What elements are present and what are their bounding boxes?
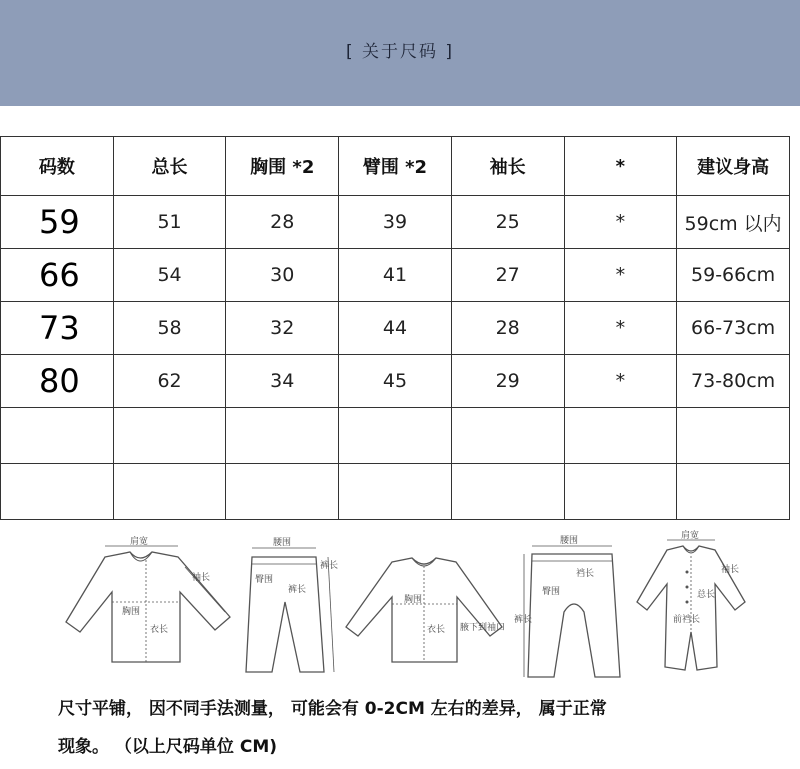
cell-star: * (564, 302, 677, 355)
romper-total-label: 总长 (697, 590, 716, 600)
empty-cell (1, 464, 114, 520)
size-note (58, 690, 758, 766)
shirt-diagram (60, 532, 240, 682)
cell-height: 66-73cm (677, 302, 790, 355)
cell-height: 59cm 以内 (677, 196, 790, 249)
empty-cell (339, 408, 452, 464)
raglan-diagram (342, 532, 507, 682)
empty-cell (677, 464, 790, 520)
bottom-waist-label: 腰围 (560, 536, 579, 546)
raglan-length-label: 衣长 (427, 625, 446, 635)
col-header-chest: 胸围 *2 (226, 137, 339, 196)
empty-cell (1, 408, 114, 464)
length-label: 衣长 (150, 625, 169, 635)
cell-chest: 34 (226, 355, 339, 408)
cell-size: 80 (1, 355, 114, 408)
empty-cell (677, 408, 790, 464)
empty-cell (564, 464, 677, 520)
cell-length: 51 (113, 196, 226, 249)
bottom-hip-label: 臀围 (542, 587, 561, 597)
empty-cell (339, 464, 452, 520)
hip-label: 臀围 (255, 575, 274, 585)
cell-size: 73 (1, 302, 114, 355)
pants-length-label: 裤长 (320, 561, 339, 571)
cell-arm: 41 (339, 249, 452, 302)
cell-arm: 44 (339, 302, 452, 355)
romper-diagram (635, 532, 750, 682)
cell-sleeve: 27 (451, 249, 564, 302)
table-row-empty (1, 408, 790, 464)
page-title: [ 关于尺码 ] (345, 41, 455, 62)
romper-sleeve-label: 袖长 (721, 565, 740, 575)
sleeve-label: 袖长 (192, 573, 211, 583)
cell-chest: 30 (226, 249, 339, 302)
chest-label: 胸围 (122, 607, 141, 617)
table-row (1, 196, 790, 249)
measurement-diagrams (60, 532, 750, 682)
empty-cell (226, 408, 339, 464)
cell-star: * (564, 249, 677, 302)
waist-label: 腰围 (273, 538, 292, 548)
raglan-chest-label: 胸围 (404, 595, 423, 605)
cell-chest: 32 (226, 302, 339, 355)
cell-length: 62 (113, 355, 226, 408)
bottom-inseam-label: 裆长 (576, 569, 595, 579)
cell-size: 66 (1, 249, 114, 302)
empty-cell (451, 464, 564, 520)
armpit-label: 腋下到袖口 (460, 623, 506, 633)
empty-cell (226, 464, 339, 520)
cell-arm: 45 (339, 355, 452, 408)
empty-cell (451, 408, 564, 464)
romper-shoulder-label: 肩宽 (681, 531, 700, 541)
cell-arm: 39 (339, 196, 452, 249)
table-row (1, 355, 790, 408)
cell-star: * (564, 355, 677, 408)
romper-crotch-label: 前裆长 (673, 615, 701, 625)
cell-height: 59-66cm (677, 249, 790, 302)
size-table (0, 136, 790, 520)
cell-sleeve: 29 (451, 355, 564, 408)
col-header-size: 码数 (1, 137, 114, 196)
table-header-row (1, 137, 790, 196)
col-header-height: 建议身高 (677, 137, 790, 196)
table-row (1, 302, 790, 355)
cell-size: 59 (1, 196, 114, 249)
cell-sleeve: 28 (451, 302, 564, 355)
bottom-length-label: 裤长 (514, 615, 533, 625)
cell-length: 54 (113, 249, 226, 302)
cell-sleeve: 25 (451, 196, 564, 249)
empty-cell (113, 408, 226, 464)
bottom-diagram (514, 532, 630, 682)
table-row (1, 249, 790, 302)
col-header-star: * (564, 137, 677, 196)
col-header-sleeve: 袖长 (451, 137, 564, 196)
note-line-2: 现象。 （以上尺码单位 CM) (58, 737, 277, 757)
note-line-1: 尺寸平铺， 因不同手法测量， 可能会有 0-2CM 左右的差异， 属于正常 (58, 699, 607, 719)
cell-height: 73-80cm (677, 355, 790, 408)
pants-diagram (238, 532, 338, 682)
empty-cell (564, 408, 677, 464)
cell-length: 58 (113, 302, 226, 355)
shoulder-label: 肩宽 (130, 537, 149, 547)
col-header-arm: 臂围 *2 (339, 137, 452, 196)
header-banner (0, 0, 800, 106)
cell-star: * (564, 196, 677, 249)
cell-chest: 28 (226, 196, 339, 249)
inseam-label: 裤长 (288, 585, 307, 595)
col-header-length: 总长 (113, 137, 226, 196)
empty-cell (113, 464, 226, 520)
table-row-empty (1, 464, 790, 520)
